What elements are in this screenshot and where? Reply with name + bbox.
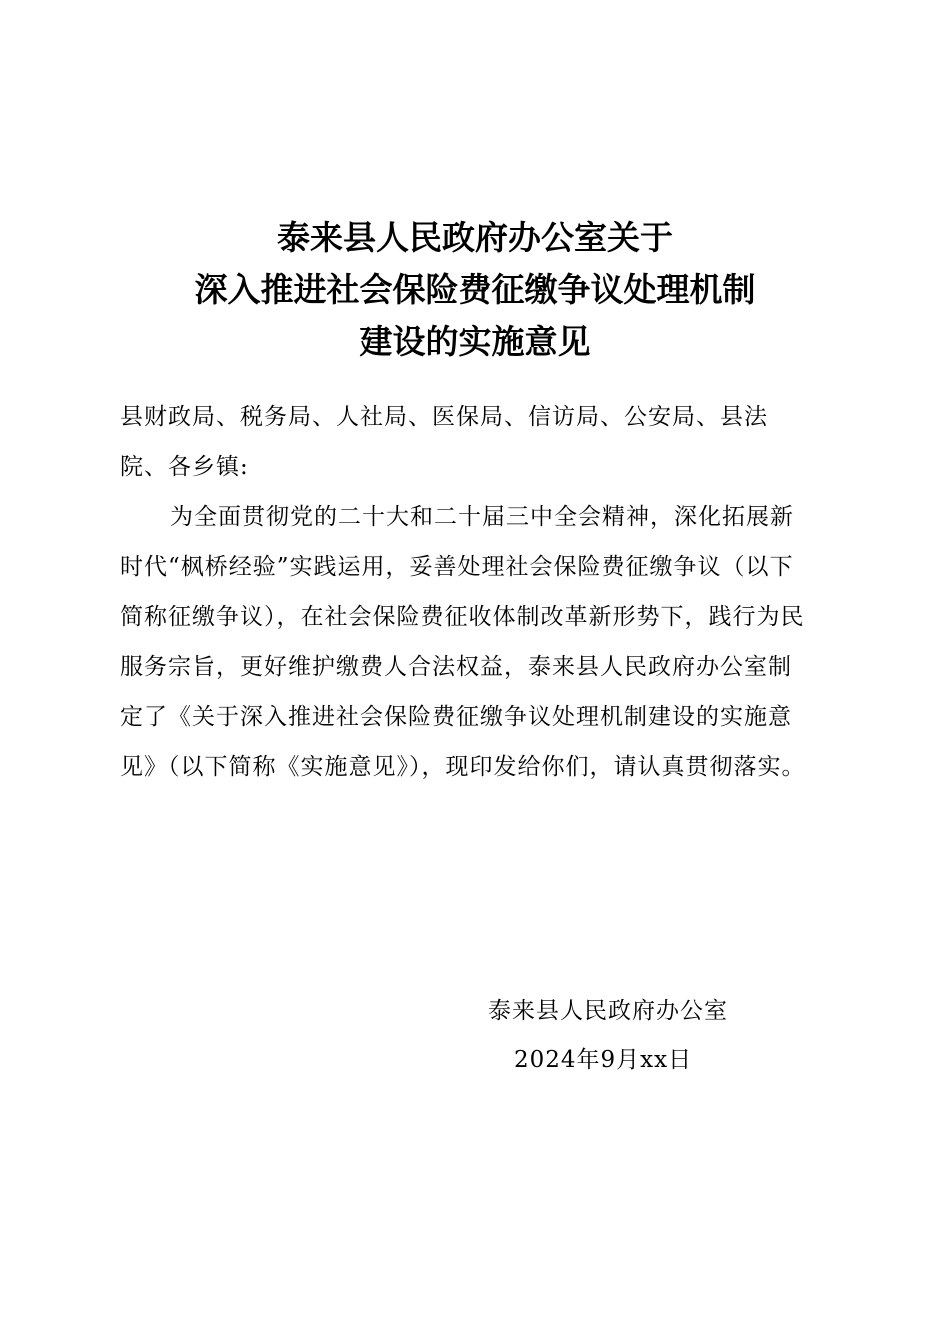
body-paragraph: 为全面贯彻党的二十大和二十届三中全会精神，深化拓展新时代“枫桥经验”实践运用，妥善处理社会保险费征缴争议（以下简称征缴争议），在社会保险费征收体制改革新形势下，践行为民服务宗旨，更好维护缴费人合法权益，泰来县人民政府办公室制定了《关于深入推进社会保险费征缴争议处理机制建设的实施意见》（以下简称《实施意见》），现印发给你们，请认真贯彻落实。 (120, 504, 806, 780)
addressee-line: 县财政局、税务局、人社局、医保局、信访局、公安局、县法院、各乡镇: (120, 404, 768, 480)
signature-organization: 泰来县人民政府办公室 (488, 998, 728, 1024)
title-line-2: 深入推进社会保险费征缴争议处理机制 (194, 270, 756, 309)
signature-date: 2024年9月xx日 (514, 1047, 693, 1073)
title-line-1: 泰来县人民政府办公室关于 (277, 218, 673, 257)
title-line-3: 建设的实施意见 (359, 322, 591, 361)
document-title (0, 212, 950, 368)
